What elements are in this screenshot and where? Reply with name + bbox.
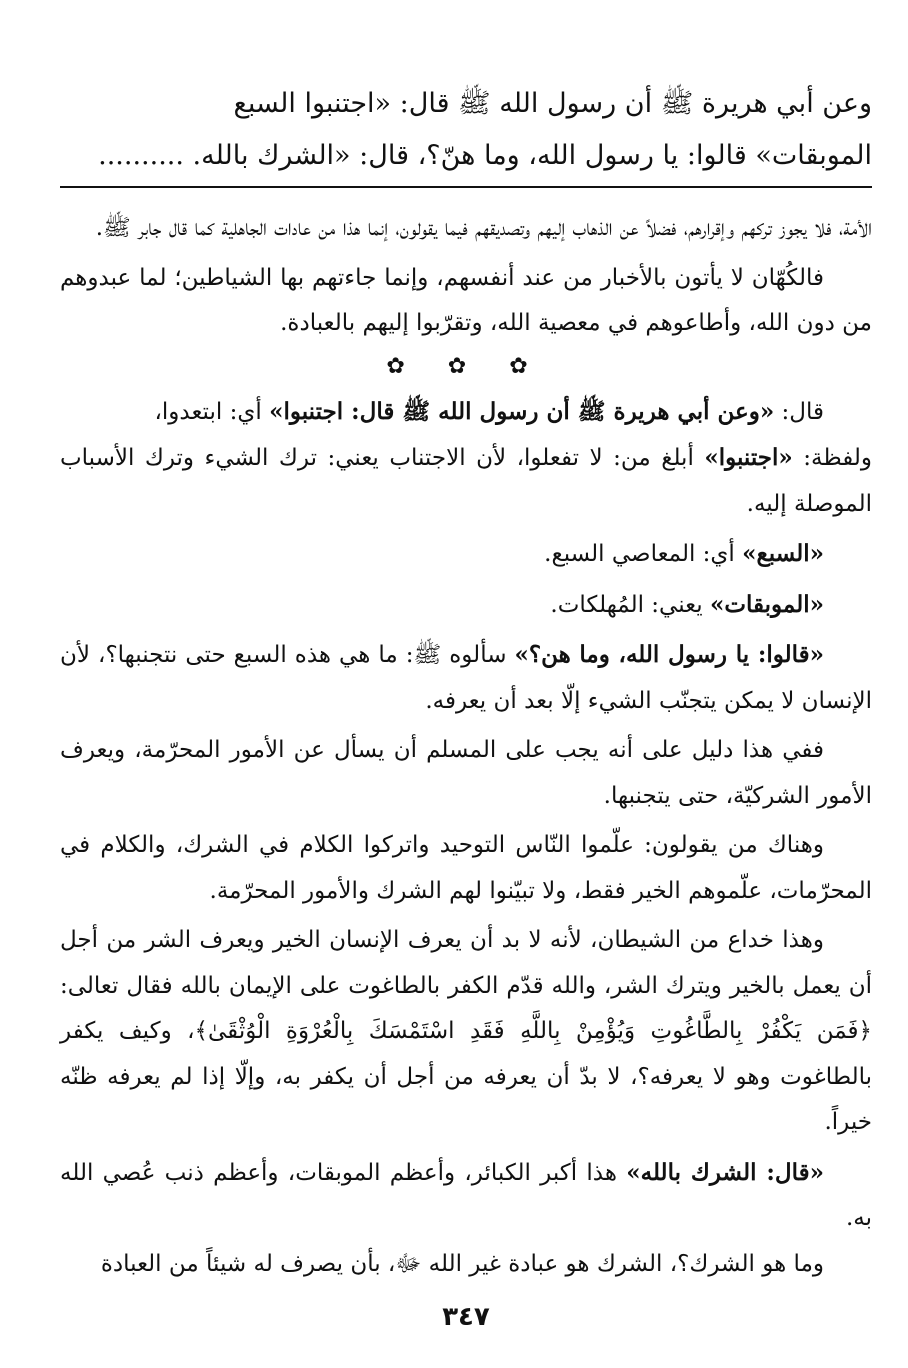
p6-bold: «الموبقات» xyxy=(709,590,824,618)
paragraph-12: وما هو الشرك؟، الشرك هو عبادة غير الله ﷻ، بأن يصرف له شيئاً من العبادة xyxy=(100,1250,824,1277)
paragraph-8: ففي هذا دليل على أنه يجب على المسلم أن يسأل عن الأمور المحرّمة، ويعرف الأمور الشركيّة، حتى يتجنبها. xyxy=(60,737,872,809)
paragraph-11 xyxy=(60,1150,872,1242)
paragraph-4 xyxy=(60,435,872,527)
paragraph-6 xyxy=(60,582,872,629)
commentary-body xyxy=(60,206,872,1287)
paragraph-10 xyxy=(60,918,872,1146)
p5-rest: أي: المعاصي السبع. xyxy=(544,541,743,567)
p10-part-b: ، وكيف يكفر بالطاغوت وهو لا يعرفه؟، لا بدّ أن يعرفه من أجل أن يكفر به، وإلّا إذا لم يعرفه ظنّه خيراً. xyxy=(60,1018,872,1135)
p3-bold: «وعن أبي هريرة ﷺ أن رسول الله ﷺ قال: اجتنبوا» xyxy=(269,397,775,425)
p6-rest: يعني: المُهلكات. xyxy=(550,591,710,618)
p11-rest: هذا أكبر الكبائر، وأعظم الموبقات، وأعظم ذنب عُصي الله به. xyxy=(60,1159,872,1231)
paragraph-5 xyxy=(60,531,872,578)
p4-bold: «اجتنبوا» xyxy=(704,444,793,471)
paragraph-1: الأمة، فلا يجوز تركهم وإقرارهم، فضلاً عن الذهاب إليهم وتصديقهم فيما يقولون، إنما هذا من عادات الجاهلية كما قال جابر ﷺ. xyxy=(95,215,872,241)
p3-lead: قال: xyxy=(774,398,824,425)
p10-part-a: وهذا خداع من الشيطان، لأنه لا بد أن يعرف الإنسان الخير ويعرف الشر من أجل أن يعمل بالخير ويترك الشر، والله قدّم الكفر بالطاغوت على الإيمان بالله فقال تعالى: xyxy=(60,927,872,999)
p11-bold: «قال: الشرك بالله» xyxy=(626,1158,824,1186)
section-separator: ✿ ✿ ✿ xyxy=(386,353,546,379)
header-divider xyxy=(60,186,872,188)
paragraph-7 xyxy=(60,632,872,724)
p5-bold: «السبع» xyxy=(742,540,824,567)
p7-bold: «قالوا: يا رسول الله، وما هن؟» xyxy=(514,641,824,668)
hadith-header xyxy=(60,78,872,182)
paragraph-9: وهناك من يقولون: علّموا النّاس التوحيد واتركوا الكلام في الشرك، والكلام في المحرّمات، علّموهم الخير فقط، ولا تبيّنوا لهم الشرك والأمور المحرّمة. xyxy=(60,832,872,904)
document-page xyxy=(60,0,872,1368)
hadith-line-1: وعن أبي هريرة ﷺ أن رسول الله ﷺ قال: «اجتنبوا السبع xyxy=(233,88,872,119)
hadith-line-2: الموبقات» قالوا: يا رسول الله، وما هنّ؟، قال: «الشرك بالله. .......... xyxy=(98,140,872,171)
paragraph-2: فالكُهّان لا يأتون بالأخبار من عند أنفسهم، وإنما جاءتهم بها الشياطين؛ لما عبدوهم من دون الله، وأطاعوهم في معصية الله، وتقرّبوا إليهم بالعبادة. xyxy=(60,264,872,336)
paragraph-3 xyxy=(60,389,872,436)
p4-rest: أبلغ من: لا تفعلوا، لأن الاجتناب يعني: ترك الشيء وترك الأسباب الموصلة إليه. xyxy=(60,445,872,517)
p4-lead: ولفظة: xyxy=(792,445,872,471)
p7-rest: سألوه ﷺ: ما هي هذه السبع حتى نتجنبها؟، لأن الإنسان لا يمكن يتجنّب الشيء إلّا بعد أن يعرفه. xyxy=(60,642,872,714)
p3-rest: أي: ابتعدوا، xyxy=(154,398,270,425)
page-number: ٣٤٧ xyxy=(442,1302,490,1332)
quran-verse: ﴿فَمَن يَكْفُرْ بِالطَّاغُوتِ وَيُؤْمِنْ بِاللَّهِ فَقَدِ اسْتَمْسَكَ بِالْعُرْوَةِ الْوُثْقَىٰ﴾ xyxy=(194,1018,872,1044)
